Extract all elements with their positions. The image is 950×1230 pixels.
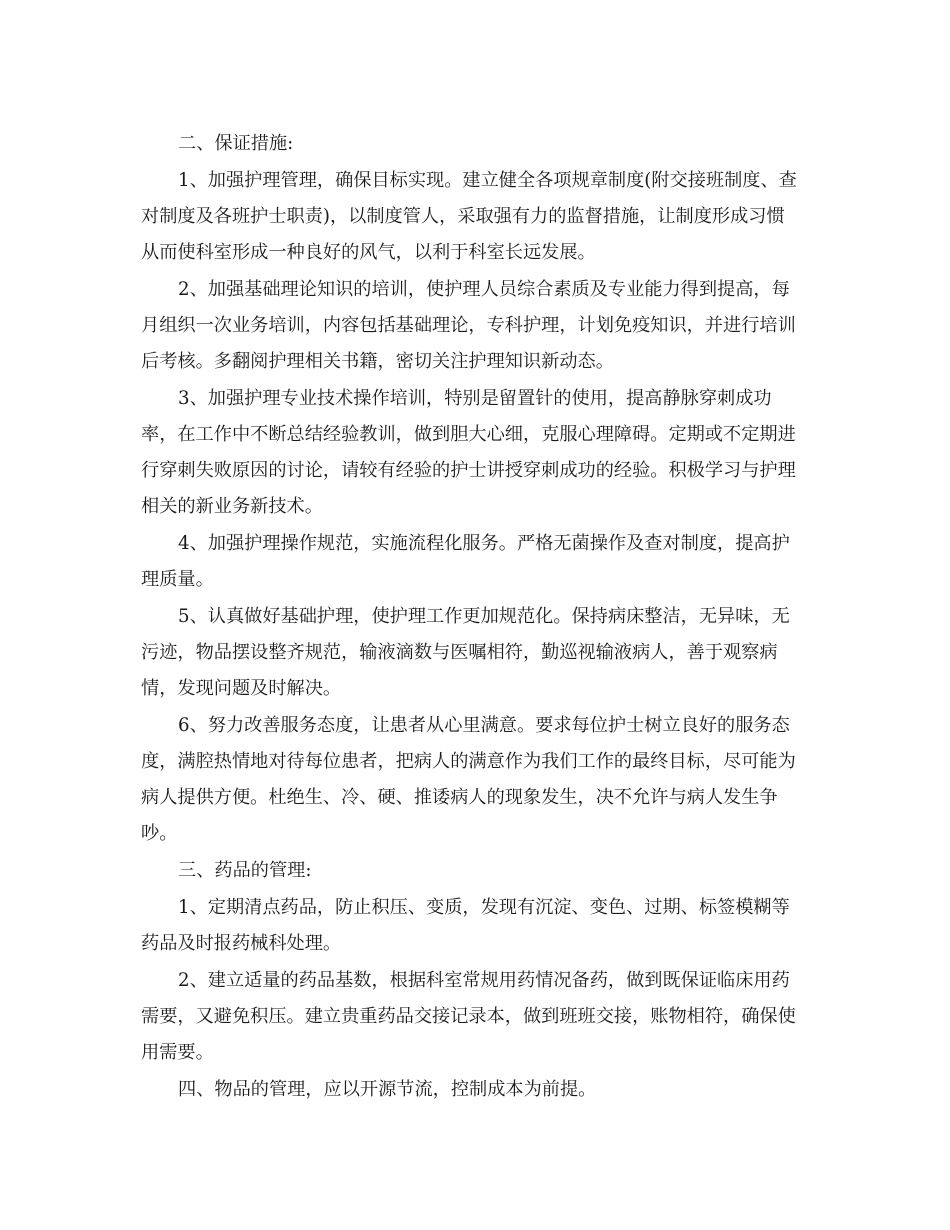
- paragraph-3-line-1: 3、加强护理专业技术操作培训，特别是留置针的使用，提高静脉穿刺成功: [178, 388, 772, 409]
- paragraph-6-line-3: 病人提供方便。杜绝生、冷、硬、推诿病人的现象发生，决不允许与病人发生争: [141, 787, 778, 808]
- paragraph-3-line-3: 行穿刺失败原因的讨论，请较有经验的护士讲授穿刺成功的经验。积极学习与护理: [141, 460, 796, 481]
- paragraph-6-line-1: 6、努力改善服务态度，让患者从心里满意。要求每位护士树立良好的服务态: [178, 715, 790, 736]
- paragraph-1-line-1: 1、加强护理管理，确保目标实现。建立健全各项规章制度(附交接班制度、查: [178, 170, 797, 191]
- paragraph-1-line-3: 从而使科室形成一种良好的风气，以利于科室长远发展。: [141, 242, 596, 263]
- paragraph-2-line-2: 月组织一次业务培训，内容包括基础理论，专科护理，计划免疫知识，并进行培训: [141, 315, 796, 336]
- paragraph-7-line-2: 药品及时报药械科处理。: [141, 933, 342, 954]
- paragraph-7-line-1: 1、定期清点药品，防止积压、变质，发现有沉淀、变色、过期、标签模糊等: [178, 897, 790, 918]
- paragraph-2-line-1: 2、加强基础理论知识的培训，使护理人员综合素质及专业能力得到提高，每: [178, 279, 790, 300]
- paragraph-4-line-2: 理质量。: [141, 569, 214, 590]
- paragraph-6-line-4: 吵。: [141, 823, 178, 844]
- paragraph-8-line-3: 用需要。: [141, 1042, 214, 1063]
- paragraph-3-line-4: 相关的新业务新技术。: [141, 496, 323, 517]
- paragraph-6-line-2: 度，满腔热情地对待每位患者，把病人的满意作为我们工作的最终目标，尽可能为: [141, 751, 796, 772]
- section-heading-2: 二、保证措施:: [178, 133, 294, 154]
- section-heading-4: 四、物品的管理，应以开源节流，控制成本为前提。: [178, 1079, 597, 1100]
- paragraph-4-line-1: 4、加强护理操作规范，实施流程化服务。严格无菌操作及查对制度，提高护: [178, 533, 790, 554]
- paragraph-2-line-3: 后考核。多翻阅护理相关书籍，密切关注护理知识新动态。: [141, 351, 614, 372]
- paragraph-5-line-2: 污迹，物品摆设整齐规范，输液滴数与医嘱相符，勤巡视输液病人，善于观察病: [141, 642, 778, 663]
- paragraph-5-line-3: 情，发现问题及时解决。: [141, 678, 342, 699]
- paragraph-8-line-2: 需要，又避免积压。建立贵重药品交接记录本，做到班班交接，账物相符，确保使: [141, 1006, 796, 1027]
- section-heading-3: 三、药品的管理:: [178, 860, 312, 881]
- paragraph-3-line-2: 率，在工作中不断总结经验教训，做到胆大心细，克服心理障碍。定期或不定期进: [141, 424, 796, 445]
- paragraph-8-line-1: 2、建立适量的药品基数，根据科室常规用药情况备药，做到既保证临床用药: [178, 970, 790, 991]
- paragraph-1-line-2: 对制度及各班护士职责)，以制度管人，采取强有力的监督措施，让制度形成习惯: [141, 206, 785, 227]
- paragraph-5-line-1: 5、认真做好基础护理，使护理工作更加规范化。保持病床整洁，无异味，无: [178, 606, 790, 627]
